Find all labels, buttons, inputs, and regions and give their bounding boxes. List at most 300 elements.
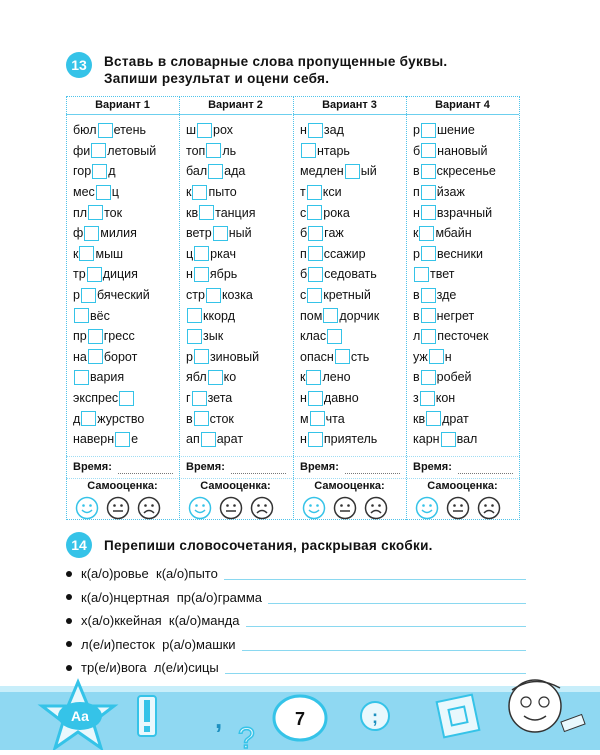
time-answer-line[interactable] [231,473,286,474]
word-prefix: б [300,226,308,241]
missing-letter-box[interactable] [208,164,223,179]
word-item [186,120,259,141]
word-item [186,326,259,347]
word-item [413,223,496,244]
word-item [413,347,496,368]
task-13-instruction-line-2: Запиши результат и оцени себя. [104,71,330,86]
sad-face-icon[interactable] [477,496,501,520]
bullet-icon [66,665,72,671]
rewrite-item [66,609,526,633]
word-suffix: зиновый [209,349,260,364]
word-prefix: стр [186,288,205,303]
answer-line[interactable] [242,638,526,651]
word-item [300,367,379,388]
missing-letter-box[interactable] [81,288,96,303]
word-prefix: л [413,329,421,344]
word-item [413,326,496,347]
missing-letter-box[interactable] [421,246,436,261]
word-suffix: ябрь [209,267,238,282]
word-item [413,305,496,326]
missing-letter-box[interactable] [74,308,89,323]
word-prefix: р [413,246,420,261]
missing-letter-box[interactable] [307,205,322,220]
word-item [186,388,259,409]
word-item [413,285,496,306]
word-prefix: кв [413,411,426,426]
word-item [300,161,379,182]
word-item [73,347,156,368]
word-item [413,244,496,265]
page-number: 7 [294,709,306,729]
word-suffix: етень [113,123,147,138]
word-prefix: ап [186,432,200,447]
word-item [73,244,156,265]
sad-face-icon[interactable] [250,496,274,520]
word-variants-table [66,96,520,520]
word-item [73,182,156,203]
word-suffix: вал [456,432,478,447]
missing-letter-box[interactable] [194,349,209,364]
rewrite-item [66,562,526,586]
time-row [293,458,406,478]
word-prefix: п [300,246,307,261]
missing-letter-box[interactable] [310,411,325,426]
word-item [186,305,259,326]
word-prefix: карн [413,432,440,447]
word-item [300,305,379,326]
word-suffix: ц [111,185,119,200]
svg-text:;: ; [372,707,378,727]
word-item [73,120,156,141]
answer-line[interactable] [268,591,526,604]
word-item [73,305,156,326]
missing-letter-box[interactable] [187,308,202,323]
phrase-with-brackets: л(е/и)песток р(а/о)машки [81,636,236,652]
missing-letter-box[interactable] [96,185,111,200]
word-suffix: ый [360,164,377,179]
self-assessment-faces [188,496,288,522]
word-item [186,202,259,223]
self-assessment-label: Самооценка: [427,480,498,492]
word-item [413,161,496,182]
time-answer-line[interactable] [458,473,513,474]
word-list [186,120,259,450]
word-prefix: в [413,308,420,323]
word-suffix: приятель [323,432,378,447]
word-item [413,367,496,388]
happy-face-icon[interactable] [302,496,326,520]
missing-letter-box[interactable] [308,246,323,261]
word-item [413,182,496,203]
word-item [413,202,496,223]
time-answer-line[interactable] [118,473,173,474]
missing-letter-box[interactable] [91,143,106,158]
word-prefix: с [300,205,307,220]
missing-letter-box[interactable] [429,349,444,364]
missing-letter-box[interactable] [414,267,429,282]
missing-letter-box[interactable] [308,391,323,406]
answer-line[interactable] [246,614,527,627]
word-prefix: в [186,411,193,426]
word-prefix: ш [186,123,197,138]
rewrite-item [66,586,526,610]
word-item [300,223,379,244]
word-prefix: бюл [73,123,97,138]
self-assessment-faces [415,496,515,522]
answer-line[interactable] [224,567,526,580]
word-prefix: ветр [186,226,212,241]
word-suffix: робей [436,370,472,385]
word-prefix: пл [73,205,88,220]
missing-letter-box[interactable] [441,432,456,447]
missing-letter-box[interactable] [81,411,96,426]
word-suffix: д [108,164,116,179]
word-item [73,161,156,182]
missing-letter-box[interactable] [119,391,134,406]
missing-letter-box[interactable] [308,267,323,282]
square-tile-icon [437,695,480,738]
word-item [73,408,156,429]
word-suffix: ккорд [203,308,235,323]
missing-letter-box[interactable] [194,267,209,282]
word-prefix: в [413,164,420,179]
missing-letter-box[interactable] [208,370,223,385]
time-row [406,458,519,478]
word-suffix: нтарь [317,143,350,158]
self-assessment-faces [75,496,175,522]
word-prefix: т [300,185,306,200]
word-item [186,244,259,265]
word-suffix: рох [213,123,234,138]
word-prefix: р [186,349,193,364]
word-item [300,264,379,285]
word-suffix: вария [90,370,125,385]
word-item [413,120,496,141]
word-item [73,429,156,450]
missing-letter-box[interactable] [421,308,436,323]
word-prefix: фи [73,143,91,158]
phrase-with-brackets: к(а/о)ровье к(а/о)пыто [81,566,218,582]
missing-letter-box[interactable] [194,411,209,426]
word-prefix: б [300,267,308,282]
word-item [413,388,496,409]
comma-icon: , [215,704,223,734]
word-prefix: уж [413,349,428,364]
word-prefix: к [300,370,306,385]
word-suffix: рока [323,205,350,220]
missing-letter-box[interactable] [421,288,436,303]
time-label: Время: [413,461,452,473]
sad-face-icon[interactable] [364,496,388,520]
word-suffix: йзаж [436,185,465,200]
missing-letter-box[interactable] [301,143,316,158]
word-suffix: зык [203,329,224,344]
phrase-with-brackets: к(а/о)нцертная пр(а/о)грамма [81,589,263,605]
word-suffix: ко [223,370,237,385]
word-prefix: опасн [300,349,334,364]
word-list [73,120,156,450]
word-suffix: летовый [107,143,157,158]
word-list [413,120,496,450]
variant-column-3 [293,96,406,520]
missing-letter-box[interactable] [307,185,322,200]
missing-letter-box[interactable] [88,349,103,364]
self-assessment-label: Самооценка: [314,480,385,492]
missing-letter-box[interactable] [421,185,436,200]
missing-letter-box[interactable] [308,226,323,241]
footer-badge-text: Aa [71,708,89,724]
word-item [413,429,496,450]
missing-letter-box[interactable] [197,123,212,138]
missing-letter-box[interactable] [194,246,209,261]
missing-letter-box[interactable] [98,123,113,138]
word-item [73,326,156,347]
missing-letter-box[interactable] [306,370,321,385]
word-suffix: диция [102,267,138,282]
missing-letter-box[interactable] [84,226,99,241]
word-suffix: зета [207,391,233,406]
bullet-icon [66,571,72,577]
neutral-face-icon[interactable] [106,496,130,520]
missing-letter-box[interactable] [419,226,434,241]
question-mark-icon: ? [238,722,255,750]
missing-letter-box[interactable] [79,246,94,261]
time-answer-line[interactable] [345,473,400,474]
happy-face-icon[interactable] [415,496,439,520]
word-suffix: вёс [90,308,110,323]
missing-letter-box[interactable] [213,226,228,241]
word-suffix: журство [97,411,145,426]
word-suffix: шение [436,123,475,138]
word-suffix: весники [436,246,483,261]
word-prefix: н [300,123,307,138]
word-item [300,141,379,162]
word-prefix: р [413,123,420,138]
missing-letter-box[interactable] [323,308,338,323]
time-row [66,458,179,478]
time-label: Время: [300,461,339,473]
word-prefix: з [413,391,419,406]
word-item [300,182,379,203]
word-suffix: дорчик [339,308,380,323]
word-item [300,326,379,347]
word-item [73,264,156,285]
missing-letter-box[interactable] [87,267,102,282]
word-suffix: нановый [437,143,488,158]
missing-letter-box[interactable] [420,391,435,406]
happy-face-icon[interactable] [188,496,212,520]
variant-title: Вариант 4 [406,96,519,115]
word-item [73,202,156,223]
word-suffix: милия [100,226,137,241]
bullet-icon [66,618,72,624]
word-prefix: в [413,370,420,385]
word-prefix: кв [186,205,199,220]
missing-letter-box[interactable] [192,391,207,406]
word-prefix: н [300,432,307,447]
missing-letter-box[interactable] [192,185,207,200]
word-suffix: бячеcкий [96,288,150,303]
missing-letter-box[interactable] [206,288,221,303]
time-label: Время: [186,461,225,473]
word-suffix: н [444,349,452,364]
missing-letter-box[interactable] [421,329,436,344]
word-prefix: с [300,288,307,303]
word-suffix: мбайн [435,226,472,241]
word-suffix: зад [323,123,344,138]
word-prefix: топ [186,143,206,158]
word-prefix: пр [73,329,87,344]
word-suffix: кретный [323,288,371,303]
missing-letter-box[interactable] [421,164,436,179]
word-item [73,285,156,306]
task-13-instruction-line-1: Вставь в словарные слова пропущенные буквы. [104,54,448,69]
word-item [73,141,156,162]
word-suffix: ль [222,143,237,158]
word-prefix: гор [73,164,92,179]
time-label: Время: [73,461,112,473]
word-suffix: мыш [95,246,124,261]
word-prefix: н [186,267,193,282]
rewrite-item [66,633,526,657]
word-suffix: кон [435,391,456,406]
missing-letter-box[interactable] [206,143,221,158]
time-row [179,458,292,478]
self-assessment-faces [302,496,402,522]
word-prefix: к [413,226,419,241]
task-13-number: 13 [66,52,92,78]
word-prefix: ф [73,226,84,241]
self-assessment-label: Самооценка: [200,480,271,492]
task-14-instruction: Перепиши словосочетания, раскрывая скобки. [104,538,433,553]
word-item [186,161,259,182]
happy-face-icon[interactable] [75,496,99,520]
word-suffix: гаж [324,226,344,241]
missing-letter-box[interactable] [421,143,436,158]
word-item [413,408,496,429]
word-item [300,202,379,223]
bullet-icon [66,641,72,647]
word-item [186,367,259,388]
word-suffix: ный [228,226,252,241]
word-prefix: в [413,288,420,303]
word-prefix: м [300,411,309,426]
footer-illustration [0,678,600,750]
missing-letter-box[interactable] [307,288,322,303]
answer-line[interactable] [225,661,526,674]
bullet-icon [66,594,72,600]
word-suffix: арат [216,432,244,447]
word-prefix: р [73,288,80,303]
word-prefix: на [73,349,87,364]
neutral-face-icon[interactable] [333,496,357,520]
variant-column-2 [179,96,292,520]
missing-letter-box[interactable] [308,432,323,447]
missing-letter-box[interactable] [421,123,436,138]
variant-column-1 [66,96,179,520]
missing-letter-box[interactable] [327,329,342,344]
phrase-with-brackets: тр(е/и)вога л(е/и)сицы [81,660,219,676]
variant-title: Вариант 3 [293,96,406,115]
word-prefix: г [186,391,191,406]
phrase-with-brackets: х(а/о)ккейная к(а/о)манда [81,613,240,629]
word-prefix: экспрес [73,391,119,406]
word-prefix: ябл [186,370,207,385]
word-item [73,223,156,244]
word-item [186,285,259,306]
word-item [186,408,259,429]
missing-letter-box[interactable] [421,370,436,385]
missing-letter-box[interactable] [115,432,130,447]
word-suffix: кси [322,185,342,200]
word-item [413,264,496,285]
word-suffix: песточек [437,329,489,344]
word-prefix: п [413,185,420,200]
word-suffix: драт [442,411,469,426]
missing-letter-box[interactable] [187,329,202,344]
missing-letter-box[interactable] [199,205,214,220]
word-suffix: лено [322,370,351,385]
word-item [300,244,379,265]
word-suffix: давно [323,391,359,406]
word-prefix: бал [186,164,208,179]
word-item [300,429,379,450]
word-item [186,347,259,368]
word-suffix: козка [221,288,253,303]
task-14-number: 14 [66,532,92,558]
word-item [300,388,379,409]
variant-column-4 [406,96,519,520]
missing-letter-box[interactable] [345,164,360,179]
word-suffix: зде [436,288,457,303]
word-suffix: сть [350,349,370,364]
word-item [186,264,259,285]
word-suffix: ссажир [323,246,366,261]
missing-letter-box[interactable] [308,123,323,138]
sad-face-icon[interactable] [137,496,161,520]
word-prefix: медлен [300,164,344,179]
variant-title: Вариант 2 [179,96,292,115]
word-suffix: твет [430,267,455,282]
word-suffix: седовать [324,267,377,282]
missing-letter-box[interactable] [335,349,350,364]
self-assessment-label: Самооценка: [87,480,158,492]
missing-letter-box[interactable] [88,329,103,344]
missing-letter-box[interactable] [421,205,436,220]
missing-letter-box[interactable] [92,164,107,179]
word-prefix: д [73,411,81,426]
neutral-face-icon[interactable] [219,496,243,520]
word-item [186,223,259,244]
rewrite-exercise-list [66,562,526,680]
neutral-face-icon[interactable] [446,496,470,520]
missing-letter-box[interactable] [201,432,216,447]
missing-letter-box[interactable] [88,205,103,220]
word-prefix: клас [300,329,327,344]
word-suffix: ток [104,205,123,220]
word-suffix: ркач [210,246,237,261]
word-list [300,120,379,450]
missing-letter-box[interactable] [426,411,441,426]
word-prefix: наверн [73,432,115,447]
missing-letter-box[interactable] [74,370,89,385]
word-prefix: тр [73,267,86,282]
word-suffix: взрачный [436,205,493,220]
word-item [300,285,379,306]
word-item [300,120,379,141]
word-suffix: гресс [103,329,135,344]
word-prefix: ц [186,246,194,261]
